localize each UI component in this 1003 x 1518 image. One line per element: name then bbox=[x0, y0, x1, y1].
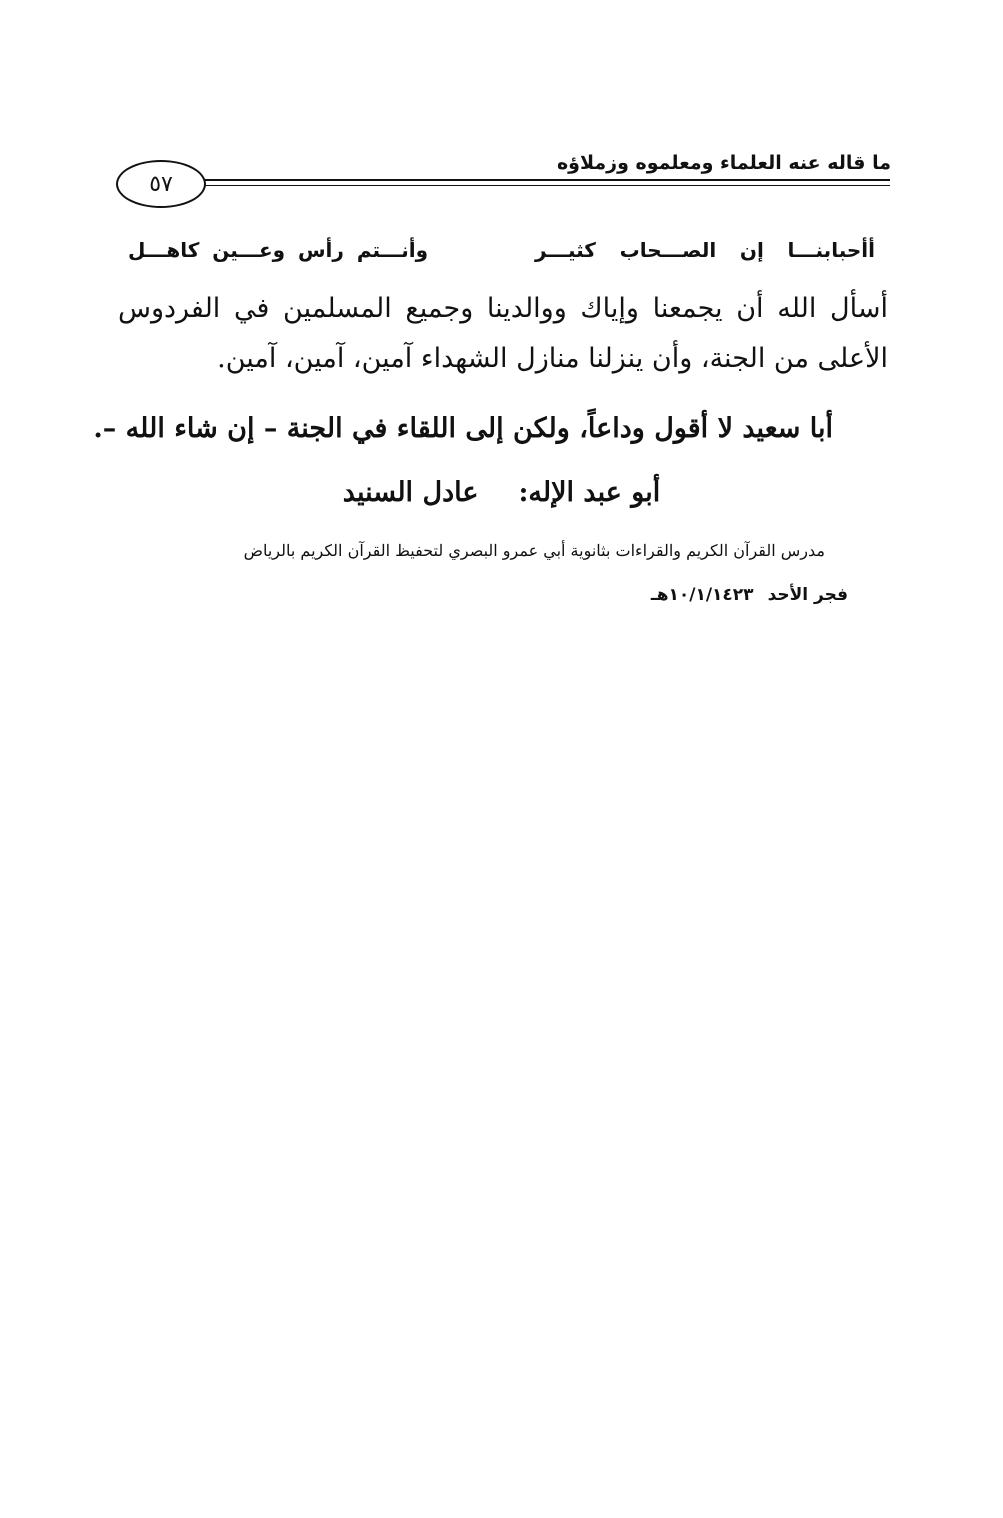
farewell-line: أبا سعيد لا أقول وداعاً، ولكن إلى اللقاء في الجنة – إن شاء الله –. bbox=[93, 413, 833, 444]
verse-second-hemistich: وأنـــتم رأس وعـــين كاهـــل bbox=[128, 238, 428, 262]
date-label: فجر الأحد bbox=[767, 585, 848, 605]
verse-first-hemistich: أأحبابنـــا إن الصـــحاب كثيـــر bbox=[535, 238, 875, 262]
header-rule bbox=[190, 179, 890, 181]
signature-name: عادل السنيد bbox=[342, 477, 479, 508]
running-header-title: ما قاله عنه العلماء ومعلموه وزملاؤه bbox=[556, 152, 891, 174]
signature bbox=[0, 468, 1003, 518]
header-rule-thin bbox=[190, 185, 890, 186]
date-value: ١٠/١/١٤٢٣هـ bbox=[650, 585, 754, 605]
author-role: مدرس القرآن الكريم والقراءات بثانوية أبي عمرو البصري لتحفيظ القرآن الكريم بالرياض bbox=[243, 541, 825, 560]
body-paragraph: أسأل الله أن يجمعنا وإياك ووالدينا وجميع المسلمين في الفردوس الأعلى من الجنة، وأن ينزلنا منازل الشهداء آمين، آمين، آمين. bbox=[118, 293, 888, 374]
signature-kunya: أبو عبد الإله: bbox=[518, 477, 661, 508]
page-number: ٥٧ bbox=[116, 160, 206, 208]
date-line bbox=[348, 580, 848, 610]
